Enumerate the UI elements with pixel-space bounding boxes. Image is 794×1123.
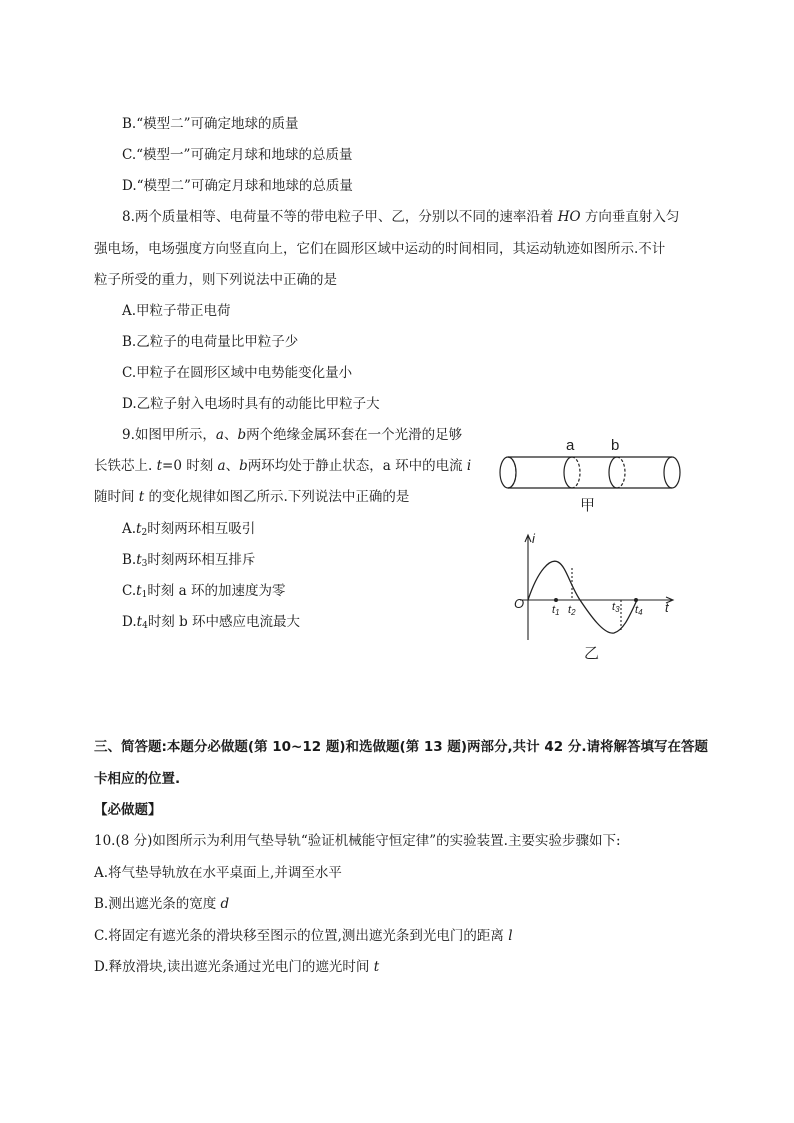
q8-line1-var: HO (557, 209, 581, 225)
q9-opt-b-sub: 3 (141, 559, 148, 569)
q10-step-a: A.将气垫导轨放在水平桌面上,并调至水平 (94, 865, 342, 881)
figure-yi (508, 530, 688, 665)
core-left-hidden (508, 457, 516, 488)
t2-label: t2 (568, 604, 576, 617)
t4-label: t4 (635, 604, 643, 617)
ring-a-label: a (566, 437, 575, 454)
q9-t-var-2: t (138, 489, 145, 505)
t-axis-label: t (665, 600, 669, 615)
q8-line1-post: 方向垂直射入匀 (584, 209, 680, 225)
ring-a-back (572, 457, 580, 488)
q9-stem-line2 (94, 457, 471, 475)
q10-step-c-text: C.将固定有遮光条的滑块移至图示的位置,测出遮光条到光电门的距离 (94, 928, 504, 944)
q9-opt-c-pre: C. (122, 583, 137, 599)
q9-t-var: t (156, 458, 163, 474)
section3-heading-line2: 卡相应的位置. (94, 771, 181, 787)
q9-line2-a: 长铁芯上. (94, 458, 153, 474)
q8-stem-line1 (122, 208, 679, 226)
q9-line3-b: 的变化规律如图乙所示.下列说法中正确的是 (148, 489, 410, 505)
ring-b-back (617, 457, 625, 488)
q9-option-a (122, 520, 255, 542)
q8-stem-line3: 粒子所受的重力，则下列说法中正确的是 (94, 272, 337, 288)
q7-option-d: D.“模型二”可确定月球和地球的总质量 (122, 178, 353, 194)
t4-point (634, 598, 638, 602)
q9-stem-line1 (122, 426, 462, 444)
q9-line3-a: 随时间 (94, 489, 135, 505)
q9-line2-b: =0 时刻 (162, 458, 214, 474)
q9-opt-a-post: 时刻两环相互吸引 (147, 521, 256, 537)
ring-a-front (564, 457, 572, 488)
q9-opt-b-pre: B. (122, 552, 137, 568)
q9-sep-2: 、 (225, 458, 240, 474)
q10-step-b-var: d (220, 896, 230, 912)
q9-line2-c: 两环均处于静止状态，a 环中的电流 (247, 458, 463, 474)
q10-step-c-var: l (508, 928, 513, 944)
figure-jia-caption: 甲 (580, 497, 596, 514)
t3-label: t3 (612, 601, 620, 614)
i-axis-label: i (532, 531, 535, 546)
origin-label: O (514, 596, 525, 611)
q9-opt-b-post: 时刻两环相互排斥 (147, 552, 256, 568)
q9-opt-a-pre: A. (122, 521, 137, 537)
q9-opt-d-pre: D. (122, 614, 137, 630)
q8-option-a: A.甲粒子带正电荷 (122, 303, 231, 319)
q9-option-b (122, 551, 255, 573)
q9-opt-d-post: 时刻 b 环中感应电流最大 (147, 614, 301, 630)
q9-stem-line3 (94, 488, 409, 506)
q10-step-b (94, 895, 229, 913)
q10-stem: 10.(8 分)如图所示为利用气垫导轨“验证机械能守恒定律”的实验装置.主要实验步骤如下: (94, 833, 621, 849)
q9-var-b: b (237, 427, 247, 443)
t1-label: t1 (552, 604, 560, 617)
q9-opt-a-sub: 2 (141, 528, 148, 538)
q7-option-c: C.“模型一”可确定月球和地球的总质量 (122, 147, 353, 163)
q8-line1-pre: 8.两个质量相等、电荷量不等的带电粒子甲、乙，分别以不同的速率沿着 (122, 209, 554, 225)
figure-yi-caption: 乙 (584, 645, 600, 662)
q9-line1-a: 9.如图甲所示， (122, 427, 216, 443)
q9-option-d (122, 613, 300, 635)
q10-step-d-var: t (373, 959, 380, 975)
q8-stem-line2: 强电场，电场强度方向竖直向上，它们在圆形区域中运动的时间相同，其运动轨迹如图所示.不计 (94, 241, 666, 257)
core-right-end (664, 457, 680, 488)
section3-heading-line1: 三、简答题:本题分必做题(第 10~12 题)和选做题(第 13 题)两部分,共计 42 分.请将解答填写在答题 (94, 739, 708, 755)
q9-opt-a-sym: t (136, 521, 142, 537)
q9-var-a-2: a (217, 458, 226, 474)
q8-option-c: C.甲粒子在圆形区域中电势能变化量小 (122, 365, 353, 381)
q9-opt-b-sym: t (136, 552, 142, 568)
q10-step-b-text: B.测出遮光条的宽度 (94, 896, 217, 912)
q8-option-d: D.乙粒子射入电场时具有的动能比甲粒子大 (122, 396, 380, 412)
figure-jia (490, 430, 690, 520)
ring-b-front (609, 457, 617, 488)
required-heading: 【必做题】 (94, 802, 162, 818)
current-curve (528, 561, 637, 633)
ring-b-label: b (611, 437, 620, 454)
q9-opt-d-sub: 4 (142, 621, 148, 631)
q9-opt-c-sym: t (136, 583, 142, 599)
q9-opt-d-sym: t (136, 614, 143, 630)
q10-step-d (94, 958, 379, 976)
q8-option-b: B.乙粒子的电荷量比甲粒子少 (122, 334, 299, 350)
q10-step-c (94, 927, 513, 945)
q9-line1-b: 两个绝缘金属环套在一个光滑的足够 (246, 427, 463, 443)
q9-opt-c-sub: 1 (141, 590, 148, 600)
q9-var-a: a (215, 427, 224, 443)
q9-var-b-2: b (239, 458, 248, 474)
q9-option-c (122, 582, 285, 604)
q10-step-d-text: D.释放滑块,读出遮光条通过光电门的遮光时间 (94, 959, 370, 975)
t1-point (554, 598, 558, 602)
q9-sep: 、 (223, 427, 238, 443)
q7-option-b: B.“模型二”可确定地球的质量 (122, 116, 299, 132)
q9-opt-c-post: 时刻 a 环的加速度为零 (147, 583, 286, 599)
q9-i-var: i (466, 458, 472, 474)
